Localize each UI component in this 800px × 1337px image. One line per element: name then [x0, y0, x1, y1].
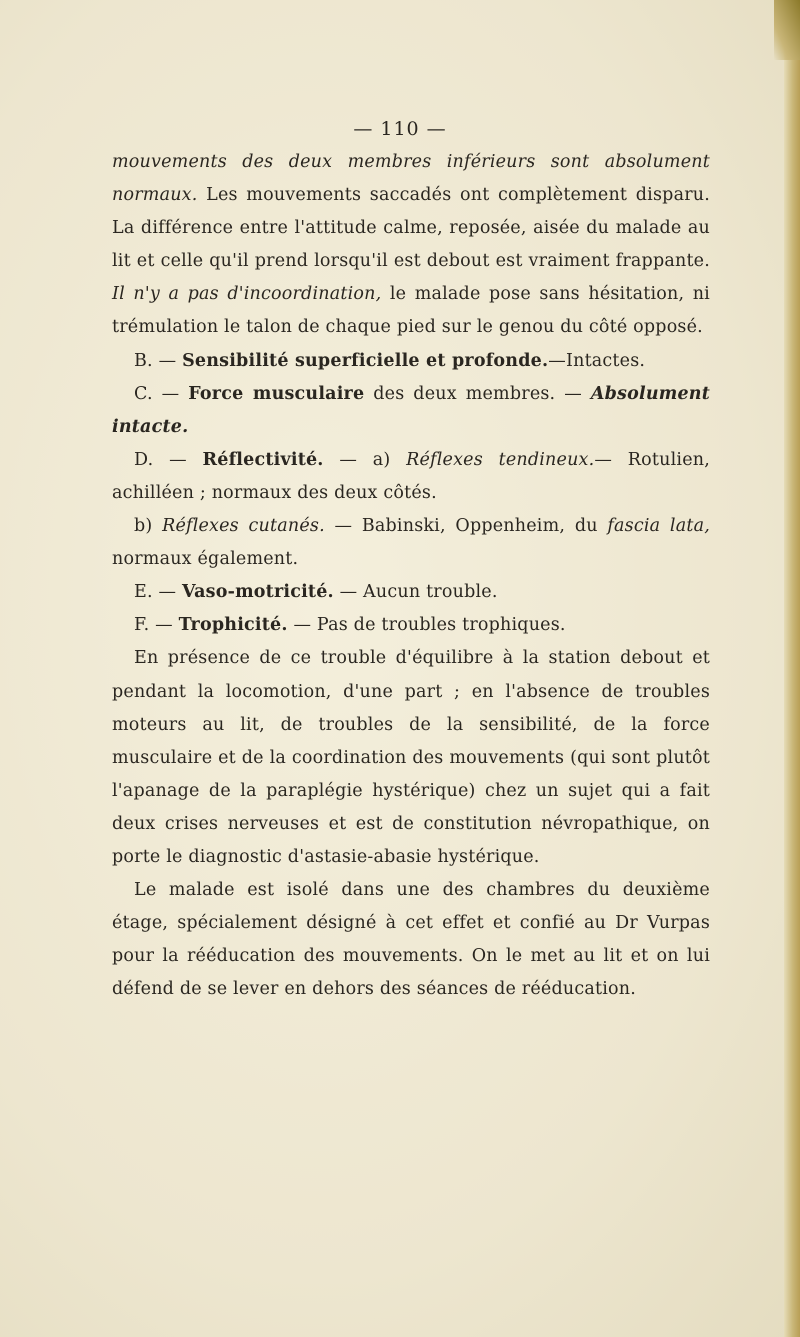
paragraph-text: des deux membres. —	[364, 383, 591, 404]
paragraph-text: B. —	[134, 350, 183, 371]
paragraph	[112, 378, 710, 444]
paragraph-text: le malade pose sans hésitation, ni trémulation le talon de chaque pied sur le genou du côté opposé.	[112, 284, 710, 338]
paragraph-text: normaux également.	[112, 549, 299, 570]
paragraph-text: — Babinski, Oppenheim, du	[324, 516, 608, 537]
paragraph-text: — Pas de troubles trophiques.	[287, 615, 566, 636]
paragraph	[112, 444, 710, 510]
paragraph	[112, 874, 710, 1006]
emphasis-text: Réflexes tendineux.	[406, 449, 595, 470]
emphasis-text: fascia lata,	[607, 516, 710, 537]
paragraph-text: E. —	[134, 582, 182, 603]
emphasis-text: Sensibilité superficielle et profonde.	[182, 350, 549, 371]
emphasis-text: Réflexes cutanés.	[162, 516, 325, 537]
body-text	[112, 146, 710, 1006]
paragraph-text: — Rotulien, achilléen ; normaux des deux côtés.	[112, 449, 710, 503]
emphasis-text: mouvements des deux membres inférieurs sont absolument normaux.	[112, 152, 710, 206]
paragraph	[112, 609, 710, 642]
paragraph-text: Les mouvements saccadés ont complètement disparu. La différence entre l'attitude calme, reposée, aisée du malade au lit et celle qu'il prend lorsqu'il est debout est vraiment frappante.	[112, 185, 710, 272]
paragraph-text: — Aucun trouble.	[333, 582, 498, 603]
paragraph-text: b)	[134, 516, 163, 537]
paragraph	[112, 146, 710, 345]
paragraph-text: En présence de ce trouble d'équilibre à la station debout et pendant la locomotion, d'une part ; en l'absence de troubles moteurs au lit, de troubles de la sensibilité, de la force musculaire et de la coordination des mouvements (qui sont plutôt l'apanage de la paraplégie hystérique) chez un sujet qui a fait deux crises nerveuses et est de constitution névropathique, on porte le diagnostic d'astasie-abasie hystérique.	[112, 648, 710, 867]
emphasis-text: Absolument intacte.	[112, 383, 711, 437]
emphasis-text: Force musculaire	[188, 383, 365, 404]
page-edge-stain	[774, 0, 800, 60]
paragraph-text: F. —	[134, 615, 179, 636]
emphasis-text: Il n'y a pas d'incoordination,	[112, 284, 382, 305]
paragraph	[112, 576, 710, 609]
paragraph	[112, 345, 710, 378]
paragraph-text: — a)	[323, 449, 407, 470]
paragraph	[112, 510, 710, 576]
paragraph-text: C. —	[134, 383, 189, 404]
emphasis-text: Trophicité.	[178, 615, 288, 636]
paragraph-text: —Intactes.	[548, 350, 646, 371]
paragraph-text: Le malade est isolé dans une des chambres du deuxième étage, spécialement désigné à cet effet et confié au Dr Vurpas pour la rééducation des mouvements. On le met au lit et on lui défend de se lever en dehors des séances de rééducation.	[112, 880, 710, 1000]
emphasis-text: Réflectivité.	[202, 449, 324, 470]
emphasis-text: Vaso-motricité.	[181, 582, 334, 603]
page-number: — 110 —	[353, 118, 447, 140]
paragraph	[112, 642, 710, 874]
page-edge	[784, 0, 800, 1337]
paragraph-text: D. —	[134, 449, 203, 470]
